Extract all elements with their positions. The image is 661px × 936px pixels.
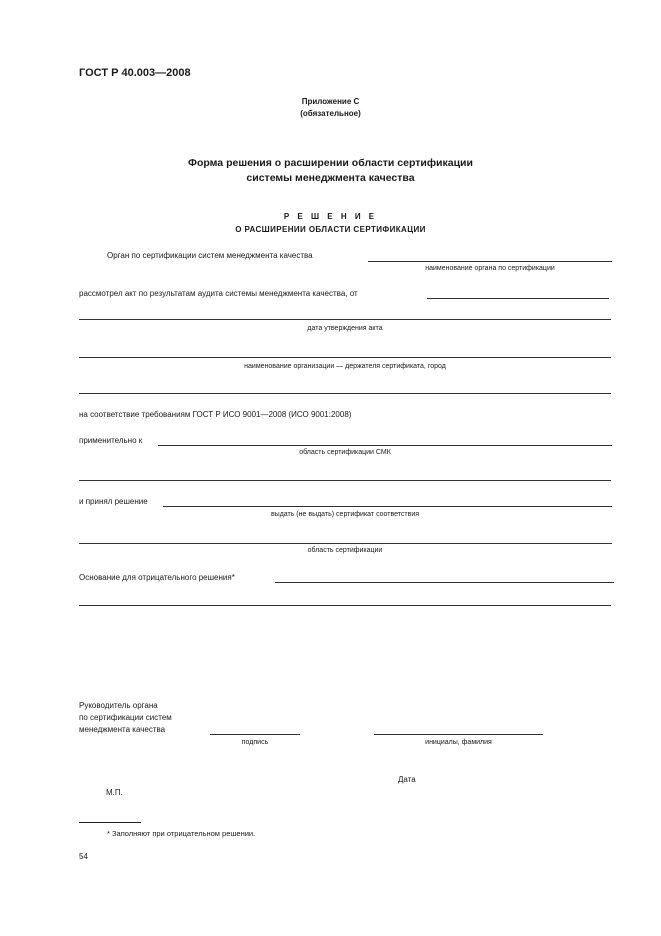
footnote-separator: [79, 822, 141, 823]
decision-label: и принял решение: [79, 497, 148, 506]
document-code: ГОСТ Р 40.003—2008: [79, 67, 191, 79]
applied-label: применительно к: [79, 436, 143, 445]
negative-reason-line[interactable]: [275, 582, 614, 583]
form-title-line2: системы менеджмента качества: [246, 172, 415, 184]
decision-line[interactable]: [163, 506, 612, 507]
signer-role-line3: менеджмента качества: [79, 725, 166, 734]
signature-caption: подпись: [241, 739, 269, 746]
act-date-caption: дата утверждения акта: [307, 325, 383, 332]
scope-caption: область сертификации: [307, 547, 383, 554]
organ-caption: наименование органа по сертификации: [425, 265, 555, 272]
date-label: Дата: [398, 775, 416, 784]
name-caption: инициалы, фамилия: [425, 739, 492, 746]
footnote-text: * Заполняют при отрицательном решении.: [107, 829, 256, 838]
signer-role-line1: Руководитель органа: [79, 701, 158, 710]
organ-label: Орган по сертификации систем менеджмента качества: [107, 251, 313, 260]
act-date-from-line[interactable]: [427, 298, 609, 299]
signer-role-line2: по сертификации систем: [79, 713, 172, 722]
form-title-line1: Форма решения о расширении области сертификации: [188, 157, 473, 169]
page-number: 54: [79, 852, 88, 861]
compliance-text: на соответствие требованиям ГОСТ Р ИСО 9001—2008 (ИСО 9001:2008): [79, 410, 352, 419]
negative-reason-line-2[interactable]: [79, 605, 611, 606]
signature-line[interactable]: [210, 734, 300, 735]
appendix-status: (обязательное): [300, 109, 361, 118]
scope-qms-line[interactable]: [158, 445, 612, 446]
decision-heading: Р Е Ш Е Н И Е: [283, 212, 378, 221]
stamp-label: М.П.: [106, 788, 123, 797]
holder-line-2[interactable]: [79, 393, 611, 394]
appendix-title: Приложение С: [301, 97, 360, 106]
scope-qms-caption: область сертификации СМК: [299, 449, 391, 456]
decision-caption: выдать (не выдать) сертификат соответствия: [270, 511, 420, 518]
negative-reason-label: Основание для отрицательного решения*: [79, 573, 235, 582]
scope-line[interactable]: [79, 543, 612, 544]
organ-field-line[interactable]: [368, 261, 612, 262]
scope-qms-line-2[interactable]: [79, 480, 611, 481]
act-date-line[interactable]: [79, 319, 611, 320]
name-line[interactable]: [374, 734, 543, 735]
holder-caption: наименование организации — держателя сертификата, город: [244, 363, 446, 370]
reviewed-label: рассмотрел акт по результатам аудита системы менеджмента качества, от: [79, 289, 358, 298]
holder-line[interactable]: [79, 357, 611, 358]
decision-subheading: О РАСШИРЕНИИ ОБЛАСТИ СЕРТИФИКАЦИИ: [235, 225, 426, 234]
